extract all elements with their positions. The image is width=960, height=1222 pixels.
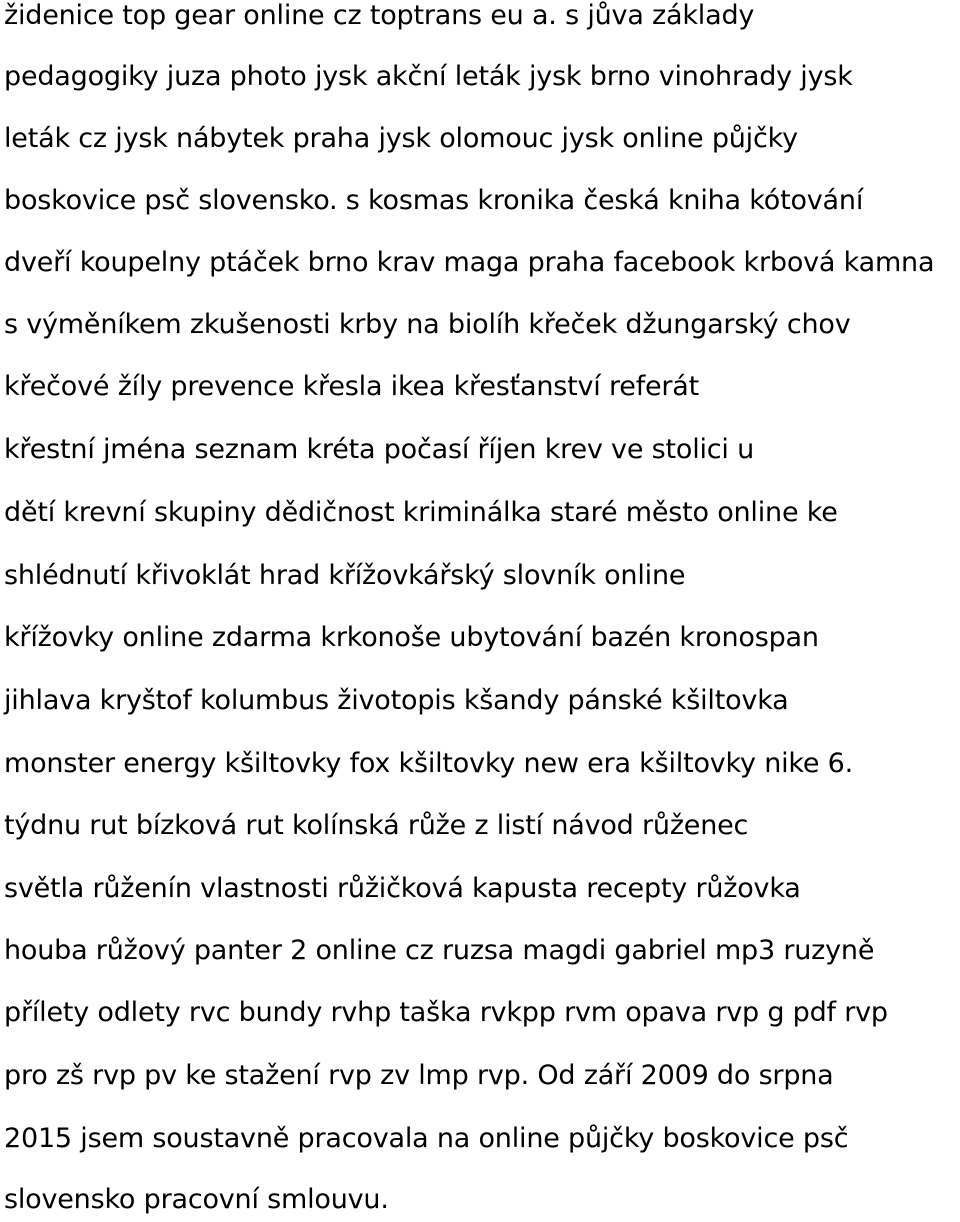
text-line-17: přílety odlety rvc bundy rvhp taška rvkpp rvm opava rvp g pdf rvp	[4, 997, 888, 1028]
text-line-10: shlédnutí křivoklát hrad křížovkářský slovník online	[4, 560, 686, 591]
text-line-18: pro zš rvp pv ke stažení rvp zv lmp rvp. Od září 2009 do srpna	[4, 1060, 834, 1091]
text-line-14: týdnu rut bízková rut kolínská růže z listí návod růženec	[4, 810, 749, 841]
text-line-7: křečové žíly prevence křesla ikea křesťanství referát	[4, 371, 700, 402]
text-line-16: houba růžový panter 2 online cz ruzsa magdi gabriel mp3 ruzyně	[4, 935, 875, 966]
text-line-4: boskovice psč slovensko. s kosmas kronika česká kniha kótování	[4, 185, 864, 216]
text-line-15: světla růženín vlastnosti růžičková kapusta recepty růžovka	[4, 873, 801, 904]
text-line-20: slovensko pracovní smlouvu.	[4, 1184, 389, 1215]
text-line-11: křížovky online zdarma krkonoše ubytování bazén kronospan	[4, 622, 819, 653]
text-line-5: dveří koupelny ptáček brno krav maga praha facebook krbová kamna	[4, 247, 935, 278]
text-line-3: leták cz jysk nábytek praha jysk olomouc jysk online půjčky	[4, 123, 798, 154]
text-line-2: pedagogiky juza photo jysk akční leták jysk brno vinohrady jysk	[4, 61, 853, 92]
text-line-9: dětí krevní skupiny dědičnost kriminálka staré město online ke	[4, 497, 838, 528]
text-line-12: jihlava kryštof kolumbus životopis kšandy pánské kšiltovka	[4, 685, 789, 716]
text-line-19: 2015 jsem soustavně pracovala na online půjčky boskovice psč	[4, 1123, 849, 1154]
text-line-13: monster energy kšiltovky fox kšiltovky new era kšiltovky nike 6.	[4, 748, 854, 779]
text-line-6: s výměníkem zkušenosti krby na biolíh křeček džungarský chov	[4, 309, 851, 340]
text-line-8: křestní jména seznam kréta počasí říjen krev ve stolici u	[4, 434, 755, 465]
text-line-1: židenice top gear online cz toptrans eu a. s jůva základy	[4, 0, 755, 31]
